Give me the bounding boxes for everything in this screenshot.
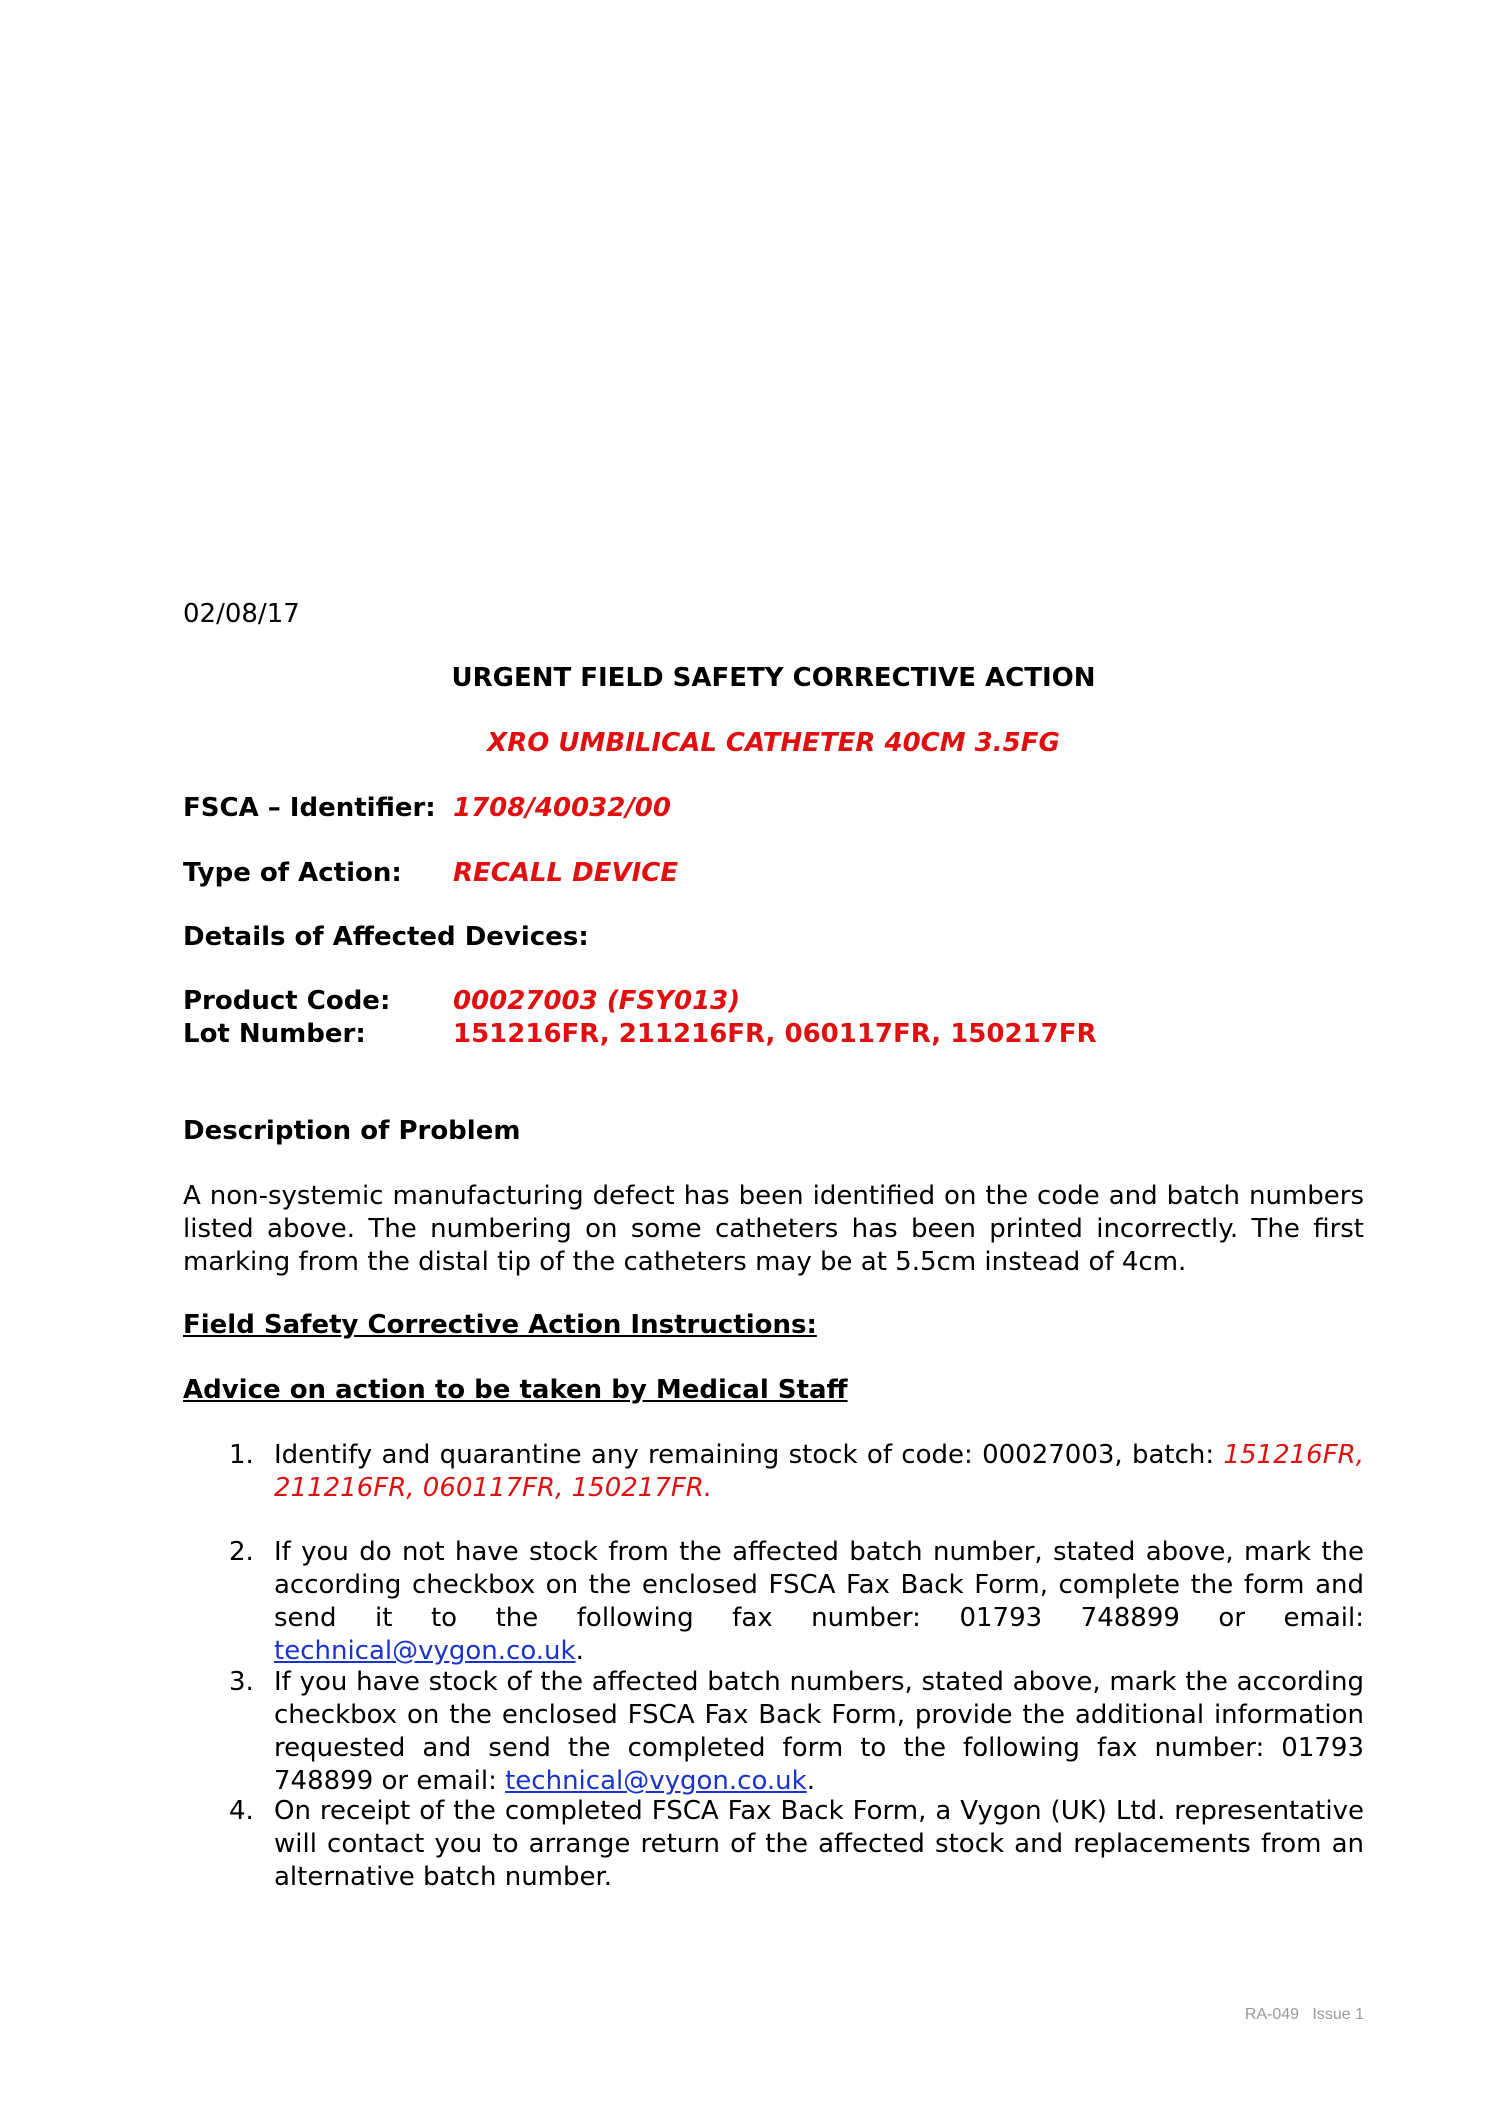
email-link[interactable]: technical@vygon.co.uk	[274, 1636, 576, 1666]
lot-number-row	[183, 1018, 1097, 1051]
list-item-text-part: Identify and quarantine any remaining stock of code: 00027003, batch:	[274, 1440, 1224, 1470]
list-item-number: 4.	[229, 1796, 254, 1826]
product-code-value: 00027003 (FSY013)	[453, 986, 741, 1016]
problem-heading: Description of Problem	[183, 1116, 521, 1146]
list-item-text-part: If you do not have stock from the affected batch number, stated above, mark the according checkbox on the enclosed FSCA Fax Back Form, complete the form and send it to the following fax number: 01793 748899 or email:	[274, 1537, 1364, 1633]
list-item-text	[274, 1536, 1364, 1668]
list-item	[183, 1795, 1364, 1895]
instructions-subheading: Advice on action to be taken by Medical Staff	[183, 1375, 848, 1405]
email-link[interactable]: technical@vygon.co.uk	[505, 1766, 807, 1796]
product-code-row	[183, 985, 740, 1018]
list-item-text	[274, 1439, 1364, 1505]
list-item-number: 1.	[229, 1440, 254, 1470]
document-reference: RA-049 Issue 1	[1244, 2006, 1364, 2023]
list-item-text-part: If you have stock of the affected batch numbers, stated above, mark the according checkbox on the enclosed FSCA Fax Back Form, provide the additional information requested and send the completed form to the following fax number: 01793 748899 or email:	[274, 1667, 1364, 1796]
document-date: 02/08/17	[183, 599, 300, 629]
fsca-identifier-label: FSCA – Identifier:	[183, 793, 436, 823]
document-title: URGENT FIELD SAFETY CORRECTIVE ACTION	[451, 663, 1096, 693]
lot-number-value: 151216FR, 211216FR, 060117FR, 150217FR	[453, 1019, 1097, 1049]
list-item-number: 2.	[229, 1537, 254, 1567]
problem-text: A non-systemic manufacturing defect has been identified on the code and batch numbers listed above. The numbering on some catheters has been printed incorrectly. The first marking from the distal tip of the catheters may be at 5.5cm instead of 4cm.	[183, 1181, 1364, 1277]
affected-devices-heading: Details of Affected Devices:	[183, 922, 589, 952]
type-of-action-row	[183, 857, 678, 890]
list-item-text: On receipt of the completed FSCA Fax Back Form, a Vygon (UK) Ltd. representative will contact you to arrange return of the affected stock and replacements from an alternative batch number.	[274, 1796, 1364, 1892]
list-item-number: 3.	[229, 1667, 254, 1697]
list-item	[183, 1666, 1364, 1796]
list-item	[183, 1439, 1364, 1509]
document-subtitle: XRO UMBILICAL CATHETER 40CM 3.5FG	[487, 728, 1060, 758]
lot-number-label: Lot Number:	[183, 1019, 366, 1049]
list-item	[183, 1536, 1364, 1666]
list-item-text-part: .	[575, 1636, 584, 1666]
list-item-text	[274, 1666, 1364, 1798]
affected-batches: 151216FR, 211216FR, 060117FR, 150217FR.	[274, 1440, 1364, 1503]
type-of-action-value: RECALL DEVICE	[453, 858, 679, 888]
fsca-identifier-value: 1708/40032/00	[453, 793, 671, 823]
type-of-action-label: Type of Action:	[183, 858, 402, 888]
list-item-text-part: .	[806, 1766, 815, 1796]
product-code-label: Product Code:	[183, 986, 391, 1016]
instructions-heading: Field Safety Corrective Action Instructions:	[183, 1310, 817, 1340]
fsca-identifier-row	[183, 792, 671, 825]
